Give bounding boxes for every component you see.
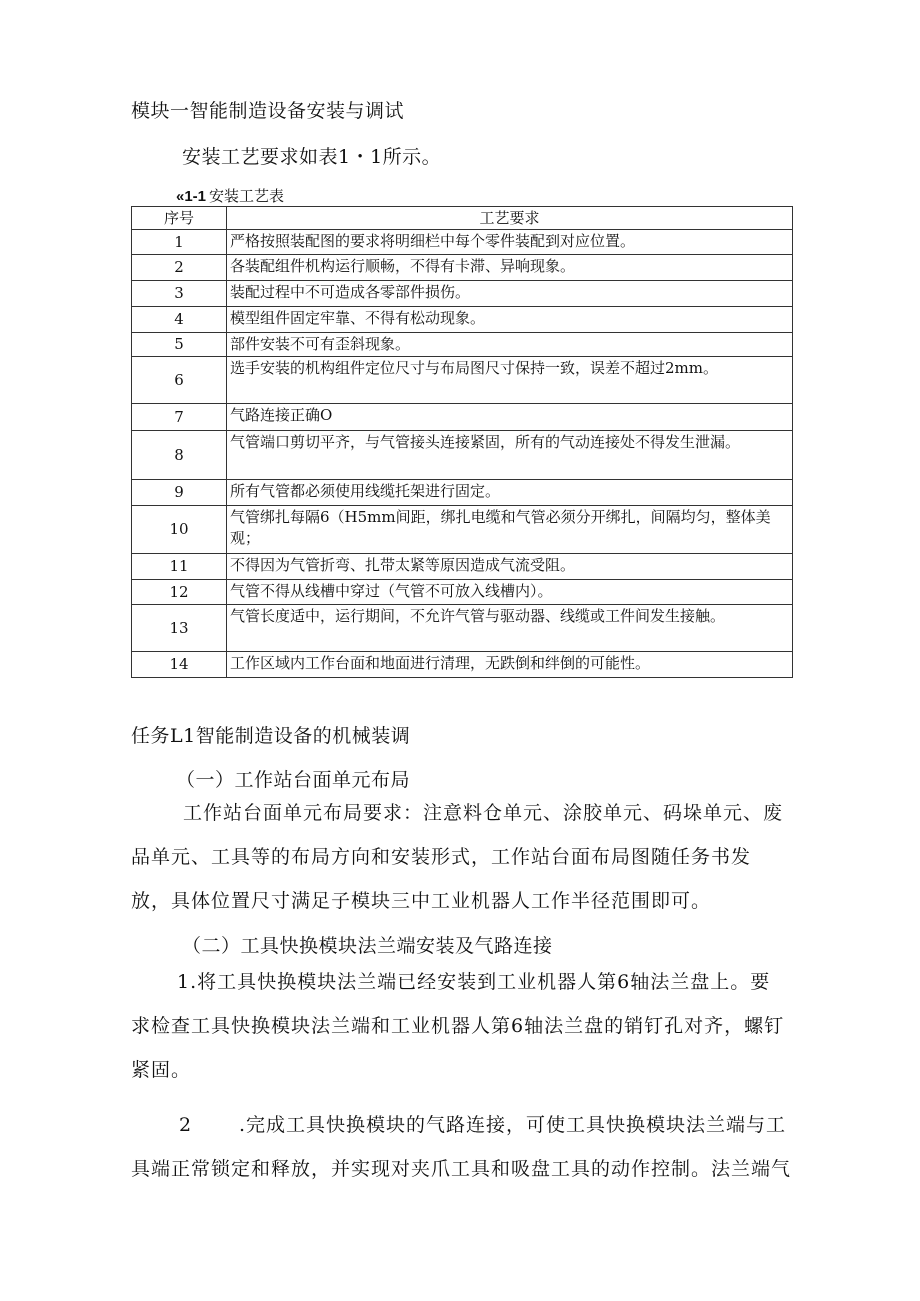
table-header-row [132, 207, 793, 230]
row-requirement: 不得因为气管折弯、扎带太紧等原因造成气流受阻。 [227, 554, 793, 580]
table-row [132, 554, 793, 580]
table-row [132, 605, 793, 652]
paragraph-line: 工作站台面单元布局要求：注意料仓单元、涂胶单元、码垛单元、废 [183, 802, 784, 824]
row-number: 1 [132, 230, 227, 255]
row-requirement: 工作区域内工作台面和地面进行清理，无跌倒和绊倒的可能性。 [227, 652, 793, 678]
row-requirement: 气路连接正确O [227, 404, 793, 431]
row-requirement: 部件安装不可有歪斜现象。 [227, 333, 793, 357]
paragraph-line: 1.将工具快换模块法兰端已经安装到工业机器人第6轴法兰盘上。要 [177, 971, 771, 993]
row-number: 10 [132, 506, 227, 554]
table-caption [176, 185, 284, 206]
section2-title: （二）工具快换模块法兰端安装及气路连接 [182, 935, 553, 957]
paragraph-line: 品单元、工具等的布局方向和安装形式，工作站台面布局图随任务书发 [131, 846, 752, 868]
table-row [132, 255, 793, 281]
table-row [132, 333, 793, 357]
row-number: 6 [132, 357, 227, 404]
row-requirement: 气管端口剪切平齐，与气管接头连接紧固，所有的气动连接处不得发生泄漏。 [227, 431, 793, 480]
paragraph-line: 紧固。 [131, 1059, 192, 1081]
item1-paragraph [131, 960, 793, 1092]
row-number: 2 [132, 255, 227, 281]
row-number: 8 [132, 431, 227, 480]
paragraph-line: 求检查工具快换模块法兰端和工业机器人第6轴法兰盘的销钉孔对齐，螺钉 [131, 1015, 785, 1037]
table-caption-number: «1-1 [176, 188, 207, 205]
row-requirement: 选手安装的机构组件定位尺寸与布局图尺寸保持一致，误差不超过2mm。 [227, 357, 793, 404]
row-requirement: 所有气管都必须使用线缆托架进行固定。 [227, 480, 793, 506]
paragraph-line: 放，具体位置尺寸满足子模块三中工业机器人工作半径范围即可。 [131, 890, 712, 912]
row-number: 3 [132, 281, 227, 307]
table-row [132, 580, 793, 605]
row-requirement: 气管绑扎每隔6（H5mm间距，绑扎电缆和气管必须分开绑扎，间隔均匀，整体美观； [227, 506, 793, 554]
table-caption-title: 安装工艺表 [209, 187, 285, 205]
intro-text: 安装工艺要求如表1・1所示。 [182, 146, 442, 168]
row-requirement: 气管长度适中，运行期间，不允许气管与驱动器、线缆或工件间发生接触。 [227, 605, 793, 652]
table-row [132, 307, 793, 333]
paragraph-line [131, 1103, 793, 1147]
table-row [132, 652, 793, 678]
table-row [132, 357, 793, 404]
item2-paragraph [131, 1103, 793, 1191]
item2-number: 2 [179, 1114, 193, 1136]
row-number: 9 [132, 480, 227, 506]
row-number: 4 [132, 307, 227, 333]
row-requirement: 严格按照装配图的要求将明细栏中每个零件装配到对应位置。 [227, 230, 793, 255]
process-table [131, 206, 793, 678]
row-requirement: 各装配组件机构运行顺畅，不得有卡滞、异响现象。 [227, 255, 793, 281]
section1-title: （一）工作站台面单元布局 [176, 769, 411, 791]
row-number: 11 [132, 554, 227, 580]
table-row [132, 480, 793, 506]
section1-paragraph [131, 791, 793, 923]
row-requirement: 气管不得从线槽中穿过（气管不可放入线槽内）。 [227, 580, 793, 605]
task-title: 任务L1智能制造设备的机械装调 [131, 725, 411, 747]
row-requirement: 装配过程中不可造成各零部件损伤。 [227, 281, 793, 307]
item2-line1-text: .完成工具快换模块的气路连接，可使工具快换模块法兰端与工 [239, 1114, 787, 1136]
table-row [132, 404, 793, 431]
row-number: 14 [132, 652, 227, 678]
table-row [132, 431, 793, 480]
paragraph-line: 具端正常锁定和释放，并实现对夹爪工具和吸盘工具的动作控制。法兰端气 [131, 1158, 792, 1180]
row-requirement: 模型组件固定牢靠、不得有松动现象。 [227, 307, 793, 333]
table-row [132, 506, 793, 554]
header-requirement: 工艺要求 [227, 207, 793, 230]
header-number: 序号 [132, 207, 227, 230]
table-row [132, 230, 793, 255]
row-number: 12 [132, 580, 227, 605]
module-title: 模块一智能制造设备安装与调试 [131, 100, 405, 122]
row-number: 7 [132, 404, 227, 431]
row-number: 13 [132, 605, 227, 652]
row-number: 5 [132, 333, 227, 357]
table-row [132, 281, 793, 307]
